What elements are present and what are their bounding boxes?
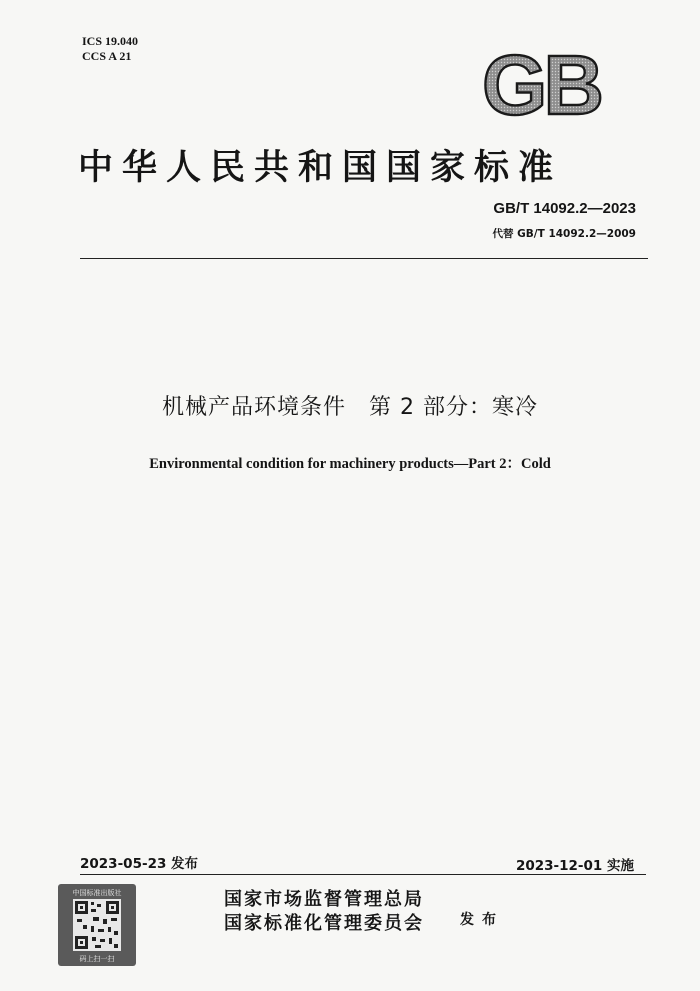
standard-number: GB/T 14092.2—2023 (493, 200, 636, 217)
national-standard-title: 中华人民共和国国家标准 (78, 147, 563, 188)
qr-code-icon (73, 899, 121, 951)
implement-date: 2023-12-01 实施 (515, 858, 634, 874)
qr-code-sticker (58, 884, 136, 966)
ics-code: ICS 19.040 (82, 34, 139, 48)
ccs-code: CCS A 21 (82, 49, 132, 63)
qr-label-top: 中国标准出版社 (72, 889, 122, 897)
replaces-standard: 代替 GB/T 14092.2—2009 (492, 228, 636, 240)
release-date: 2023-05-23 发布 (80, 856, 199, 872)
gb-logo (470, 46, 612, 122)
bottom-divider (80, 874, 646, 875)
issuer-line-2: 国家标准化管理委员会 (224, 913, 424, 934)
top-divider (80, 258, 648, 259)
document-title-english: Environmental condition for machinery products—Part 2：Cold (149, 456, 551, 472)
issuer-line-1: 国家市场监督管理总局 (224, 889, 424, 910)
document-title-chinese: 机械产品环境条件 第 2 部分：寒冷 (162, 395, 538, 420)
issuing-authorities (224, 888, 424, 936)
qr-label-bottom: 码上扫一扫 (79, 955, 115, 963)
classification-codes (82, 34, 138, 64)
publish-label: 发布 (460, 912, 504, 928)
svg-text:GB: GB (482, 46, 600, 122)
